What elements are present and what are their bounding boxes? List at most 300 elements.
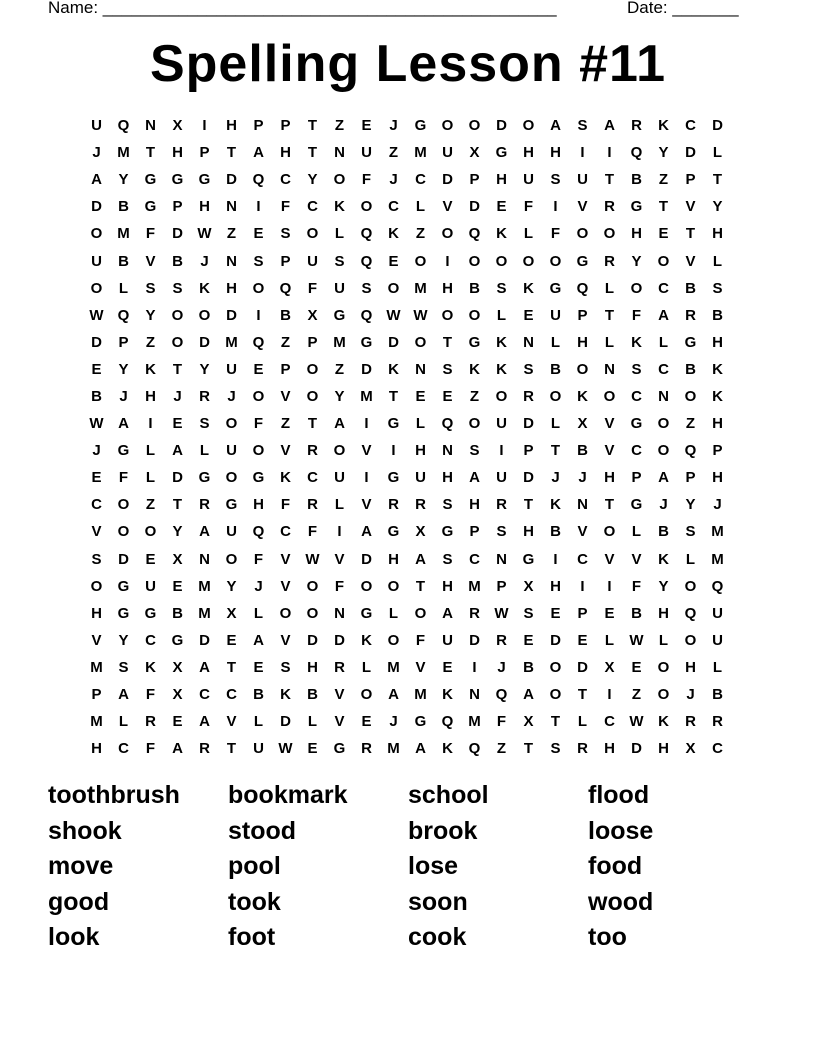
grid-letter: M <box>387 740 400 758</box>
grid-letter: H <box>523 523 534 541</box>
grid-letter: T <box>550 713 561 731</box>
grid-letter: N <box>469 686 480 704</box>
grid-letter: Z <box>388 144 399 162</box>
grid-letter: K <box>280 686 291 704</box>
grid-letter: M <box>90 658 103 676</box>
grid-letter: K <box>145 360 156 378</box>
grid-letter: O <box>495 252 508 270</box>
grid-letter: H <box>442 469 453 487</box>
grid-letter: F <box>415 631 426 649</box>
grid-letter: J <box>92 442 101 460</box>
grid-letter: B <box>550 360 561 378</box>
grid-letter: G <box>333 740 346 758</box>
grid-letter: X <box>172 117 183 135</box>
grid-letter: V <box>280 577 291 595</box>
grid-letter: U <box>523 171 534 189</box>
grid-letter: R <box>199 740 210 758</box>
grid-letter: M <box>360 387 373 405</box>
grid-letter: S <box>496 523 507 541</box>
grid-letter: R <box>307 496 318 514</box>
grid-letter: L <box>604 333 615 351</box>
grid-letter: I <box>499 442 504 460</box>
grid-letter: V <box>685 198 696 216</box>
grid-letter: K <box>145 658 156 676</box>
word-bank-item: foot <box>228 923 276 952</box>
grid-letter: J <box>200 252 209 270</box>
grid-letter: O <box>225 550 238 568</box>
grid-letter: D <box>199 631 210 649</box>
grid-letter: X <box>172 550 183 568</box>
grid-letter: U <box>442 144 453 162</box>
grid-letter: D <box>91 198 102 216</box>
grid-letter: O <box>387 577 400 595</box>
grid-row <box>83 546 731 573</box>
grid-letter: S <box>118 658 129 676</box>
grid-letter: Q <box>441 415 454 433</box>
grid-letter: D <box>334 631 345 649</box>
grid-letter: C <box>631 387 642 405</box>
grid-letter: D <box>469 631 480 649</box>
grid-letter: I <box>472 658 477 676</box>
grid-letter: B <box>631 604 642 622</box>
grid-letter: G <box>360 333 373 351</box>
grid-letter: S <box>496 279 507 297</box>
grid-letter: N <box>604 360 615 378</box>
grid-letter: I <box>202 117 207 135</box>
grid-letter: G <box>468 333 481 351</box>
grid-letter: L <box>388 604 399 622</box>
grid-letter: L <box>631 523 642 541</box>
grid-row <box>83 464 731 491</box>
grid-letter: N <box>415 360 426 378</box>
word-bank-item: look <box>48 923 100 952</box>
grid-letter: O <box>468 117 481 135</box>
grid-letter: Z <box>145 333 156 351</box>
grid-letter: C <box>118 740 129 758</box>
grid-letter: A <box>388 686 399 704</box>
grid-letter: A <box>415 740 426 758</box>
grid-letter: Y <box>118 360 129 378</box>
grid-letter: M <box>198 604 211 622</box>
grid-row <box>83 166 731 193</box>
grid-letter: O <box>441 306 454 324</box>
grid-letter: O <box>360 198 373 216</box>
grid-letter: Y <box>172 523 183 541</box>
grid-letter: G <box>144 198 157 216</box>
grid-letter: T <box>226 144 237 162</box>
grid-letter: I <box>364 469 369 487</box>
grid-row <box>83 708 731 735</box>
grid-letter: Y <box>658 144 669 162</box>
grid-letter: P <box>172 198 183 216</box>
grid-letter: R <box>469 604 480 622</box>
grid-letter: C <box>280 171 291 189</box>
grid-letter: W <box>89 415 104 433</box>
grid-letter: S <box>253 252 264 270</box>
grid-letter: F <box>550 225 561 243</box>
grid-letter: Q <box>360 225 373 243</box>
grid-letter: E <box>658 225 669 243</box>
grid-letter: G <box>117 604 130 622</box>
word-bank-item: good <box>48 887 110 916</box>
grid-letter: L <box>118 279 129 297</box>
grid-letter: C <box>307 469 318 487</box>
grid-letter: R <box>145 713 156 731</box>
grid-letter: Q <box>576 279 589 297</box>
grid-letter: B <box>523 658 534 676</box>
grid-letter: J <box>173 387 182 405</box>
grid-letter: J <box>686 686 695 704</box>
grid-letter: I <box>607 577 612 595</box>
grid-letter: A <box>91 171 102 189</box>
grid-letter: M <box>333 333 346 351</box>
grid-letter: A <box>415 550 426 568</box>
grid-row <box>83 247 731 274</box>
grid-letter: V <box>280 442 291 460</box>
grid-letter: Z <box>226 225 237 243</box>
grid-letter: L <box>334 225 345 243</box>
grid-letter: B <box>577 442 588 460</box>
grid-letter: U <box>91 117 102 135</box>
word-bank-item: flood <box>588 781 650 809</box>
grid-letter: L <box>604 631 615 649</box>
grid-letter: O <box>495 387 508 405</box>
grid-letter: R <box>604 252 615 270</box>
grid-letter: B <box>307 686 318 704</box>
grid-letter: Y <box>118 171 129 189</box>
word-bank-item: stood <box>228 816 297 845</box>
grid-letter: Y <box>199 360 210 378</box>
grid-letter: O <box>306 577 319 595</box>
grid-letter: Y <box>307 171 318 189</box>
grid-letter: Z <box>334 117 345 135</box>
grid-letter: O <box>117 496 130 514</box>
grid-letter: B <box>172 252 183 270</box>
grid-letter: H <box>577 333 588 351</box>
grid-letter: V <box>334 550 345 568</box>
grid-letter: V <box>280 631 291 649</box>
grid-letter: U <box>145 577 156 595</box>
grid-letter: U <box>712 631 723 649</box>
grid-letter: T <box>658 198 669 216</box>
grid-letter: O <box>657 415 670 433</box>
grid-letter: K <box>388 360 399 378</box>
grid-letter: K <box>496 333 507 351</box>
grid-letter: F <box>280 198 291 216</box>
grid-letter: E <box>577 631 588 649</box>
grid-letter: K <box>631 333 642 351</box>
grid-letter: P <box>577 306 588 324</box>
grid-letter: Y <box>334 387 345 405</box>
grid-letter: G <box>549 279 562 297</box>
grid-letter: G <box>684 333 697 351</box>
word-bank-item: soon <box>408 887 468 916</box>
grid-letter: F <box>145 686 156 704</box>
grid-letter: D <box>91 333 102 351</box>
grid-letter: Q <box>630 144 643 162</box>
grid-letter: Q <box>252 333 265 351</box>
grid-letter: N <box>523 333 534 351</box>
grid-row <box>83 383 731 410</box>
grid-letter: V <box>91 631 102 649</box>
grid-letter: S <box>631 360 642 378</box>
grid-letter: E <box>361 713 372 731</box>
grid-letter: H <box>550 144 561 162</box>
grid-letter: R <box>577 740 588 758</box>
grid-letter: A <box>361 523 372 541</box>
grid-letter: B <box>685 360 696 378</box>
grid-letter: T <box>577 686 588 704</box>
word-bank-item: took <box>228 887 281 916</box>
grid-letter: V <box>442 198 453 216</box>
grid-letter: O <box>522 252 535 270</box>
grid-letter: O <box>90 279 103 297</box>
grid-letter: K <box>577 387 588 405</box>
grid-letter: O <box>90 577 103 595</box>
grid-letter: R <box>496 631 507 649</box>
grid-letter: K <box>712 387 723 405</box>
grid-letter: O <box>306 360 319 378</box>
grid-letter: W <box>278 740 293 758</box>
letter-grid <box>83 112 731 762</box>
grid-letter: C <box>469 550 480 568</box>
grid-letter: W <box>89 306 104 324</box>
grid-letter: J <box>227 387 236 405</box>
grid-letter: O <box>684 631 697 649</box>
grid-letter: D <box>523 469 534 487</box>
grid-letter: A <box>442 604 453 622</box>
grid-letter: E <box>172 577 183 595</box>
grid-letter: E <box>172 713 183 731</box>
grid-letter: O <box>657 442 670 460</box>
grid-letter: V <box>415 658 426 676</box>
grid-letter: H <box>415 442 426 460</box>
grid-letter: Z <box>415 225 426 243</box>
grid-letter: T <box>226 658 237 676</box>
grid-letter: D <box>496 117 507 135</box>
grid-letter: V <box>577 523 588 541</box>
word-bank-item: shook <box>48 816 122 845</box>
grid-letter: P <box>280 252 291 270</box>
grid-row <box>83 410 731 437</box>
grid-letter: O <box>414 604 427 622</box>
grid-letter: F <box>631 306 642 324</box>
word-bank-item: move <box>48 852 114 881</box>
grid-letter: G <box>414 713 427 731</box>
grid-letter: V <box>145 252 156 270</box>
grid-letter: Z <box>496 740 507 758</box>
grid-letter: O <box>441 117 454 135</box>
grid-letter: H <box>712 415 723 433</box>
grid-letter: K <box>388 225 399 243</box>
grid-letter: C <box>658 360 669 378</box>
grid-letter: O <box>603 523 616 541</box>
grid-letter: Q <box>684 604 697 622</box>
grid-letter: E <box>496 198 507 216</box>
grid-letter: O <box>549 686 562 704</box>
grid-letter: X <box>307 306 318 324</box>
grid-letter: U <box>334 469 345 487</box>
grid-letter: T <box>226 740 237 758</box>
grid-letter: P <box>631 469 642 487</box>
grid-letter: F <box>145 740 156 758</box>
grid-letter: O <box>333 171 346 189</box>
grid-row <box>83 112 731 139</box>
word-bank-item: bookmark <box>228 781 348 809</box>
grid-letter: V <box>604 415 615 433</box>
grid-letter: B <box>658 523 669 541</box>
grid-letter: E <box>550 604 561 622</box>
grid-letter: X <box>577 415 588 433</box>
grid-row <box>83 275 731 302</box>
grid-letter: Q <box>468 225 481 243</box>
grid-letter: I <box>445 252 450 270</box>
grid-letter: O <box>522 117 535 135</box>
grid-row <box>83 681 731 708</box>
grid-letter: S <box>577 117 588 135</box>
grid-letter: R <box>631 117 642 135</box>
grid-letter: R <box>388 496 399 514</box>
grid-letter: W <box>629 631 644 649</box>
grid-letter: V <box>685 252 696 270</box>
grid-letter: K <box>199 279 210 297</box>
word-bank-item: toothbrush <box>48 781 180 809</box>
grid-letter: T <box>442 333 453 351</box>
grid-letter: L <box>550 415 561 433</box>
grid-letter: B <box>712 686 723 704</box>
grid-letter: Y <box>145 306 156 324</box>
grid-letter: G <box>630 496 643 514</box>
grid-letter: J <box>389 117 398 135</box>
grid-letter: D <box>361 550 372 568</box>
grid-letter: Q <box>441 713 454 731</box>
grid-letter: I <box>337 523 342 541</box>
grid-letter: A <box>199 713 210 731</box>
date-field-label: Date: _______ <box>627 0 739 17</box>
grid-letter: G <box>144 604 157 622</box>
grid-letter: H <box>253 496 264 514</box>
grid-letter: O <box>306 225 319 243</box>
grid-letter: Q <box>684 442 697 460</box>
grid-letter: X <box>172 686 183 704</box>
grid-letter: P <box>307 333 318 351</box>
grid-letter: H <box>172 144 183 162</box>
grid-letter: M <box>90 713 103 731</box>
grid-letter: D <box>550 631 561 649</box>
grid-letter: X <box>604 658 615 676</box>
grid-letter: H <box>712 469 723 487</box>
grid-letter: N <box>442 442 453 460</box>
grid-letter: J <box>551 469 560 487</box>
grid-letter: S <box>91 550 102 568</box>
grid-letter: K <box>658 550 669 568</box>
grid-letter: B <box>118 198 129 216</box>
grid-letter: H <box>550 577 561 595</box>
grid-letter: E <box>145 550 156 568</box>
grid-letter: D <box>577 658 588 676</box>
grid-letter: X <box>523 577 534 595</box>
grid-letter: E <box>442 658 453 676</box>
grid-letter: H <box>199 198 210 216</box>
grid-letter: V <box>226 713 237 731</box>
grid-letter: F <box>523 198 534 216</box>
grid-letter: O <box>630 279 643 297</box>
grid-letter: O <box>549 658 562 676</box>
grid-letter: K <box>496 225 507 243</box>
grid-letter: L <box>118 713 129 731</box>
grid-letter: O <box>468 252 481 270</box>
grid-letter: T <box>604 496 615 514</box>
grid-letter: Q <box>117 306 130 324</box>
grid-letter: T <box>307 144 318 162</box>
grid-letter: Z <box>334 360 345 378</box>
grid-letter: F <box>631 577 642 595</box>
grid-letter: G <box>630 415 643 433</box>
grid-letter: D <box>226 171 237 189</box>
grid-letter: L <box>145 469 156 487</box>
grid-letter: O <box>360 577 373 595</box>
grid-letter: T <box>523 496 534 514</box>
grid-letter: G <box>117 577 130 595</box>
grid-letter: E <box>91 360 102 378</box>
grid-letter: J <box>497 658 506 676</box>
grid-letter: E <box>253 658 264 676</box>
grid-letter: S <box>469 442 480 460</box>
grid-letter: U <box>307 252 318 270</box>
grid-letter: R <box>685 713 696 731</box>
grid-letter: H <box>469 496 480 514</box>
grid-letter: U <box>712 604 723 622</box>
grid-letter: Y <box>631 252 642 270</box>
grid-letter: S <box>550 740 561 758</box>
grid-letter: Q <box>495 686 508 704</box>
grid-letter: G <box>252 469 265 487</box>
grid-letter: S <box>145 279 156 297</box>
grid-letter: M <box>468 577 481 595</box>
grid-letter: O <box>468 415 481 433</box>
grid-letter: E <box>415 387 426 405</box>
grid-letter: H <box>604 740 615 758</box>
grid-letter: U <box>442 631 453 649</box>
grid-letter: O <box>144 523 157 541</box>
grid-letter: R <box>415 496 426 514</box>
grid-letter: K <box>442 740 453 758</box>
grid-letter: E <box>253 360 264 378</box>
grid-letter: A <box>604 117 615 135</box>
grid-letter: L <box>685 550 696 568</box>
grid-letter: I <box>256 306 261 324</box>
grid-letter: O <box>387 631 400 649</box>
grid-letter: E <box>604 604 615 622</box>
grid-letter: I <box>580 577 585 595</box>
grid-letter: E <box>172 415 183 433</box>
grid-row <box>83 518 731 545</box>
grid-letter: M <box>711 523 724 541</box>
grid-letter: O <box>252 387 265 405</box>
grid-row <box>83 329 731 356</box>
grid-letter: J <box>92 144 101 162</box>
grid-letter: O <box>225 415 238 433</box>
grid-letter: M <box>711 550 724 568</box>
grid-letter: P <box>91 686 102 704</box>
grid-letter: J <box>578 469 587 487</box>
grid-letter: E <box>523 631 534 649</box>
grid-letter: X <box>226 604 237 622</box>
grid-letter: D <box>280 713 291 731</box>
grid-letter: K <box>361 631 372 649</box>
grid-letter: O <box>549 252 562 270</box>
grid-letter: D <box>307 631 318 649</box>
